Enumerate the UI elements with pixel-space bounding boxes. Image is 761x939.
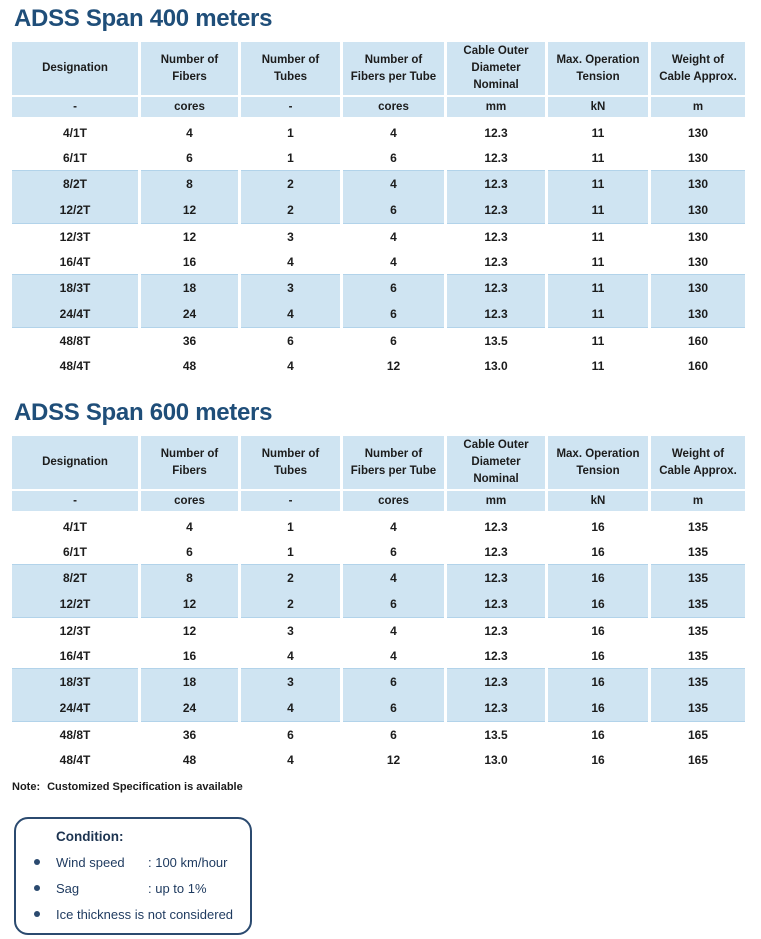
data-cell: 135 — [651, 695, 745, 722]
bullet-icon — [34, 911, 40, 917]
data-cell: 4 — [390, 254, 397, 269]
data-cell: 36 — [182, 727, 197, 742]
data-cell: 12/3T — [59, 623, 91, 638]
data-cell: 135 — [687, 623, 709, 638]
data-cell: 11 — [591, 254, 605, 269]
data-cell: 6 — [390, 727, 397, 742]
data-cell: 12 — [182, 229, 197, 244]
table-row — [12, 747, 745, 772]
data-cell: 6 — [343, 274, 444, 301]
unit-cell: cores — [141, 97, 238, 117]
data-cell: 165 — [687, 727, 709, 742]
condition-box — [14, 817, 252, 935]
spec-table-400m — [12, 42, 745, 378]
data-cell: 18/3T — [12, 668, 138, 695]
unit-cell: mm — [447, 491, 545, 511]
data-cell: 12/2T — [12, 591, 138, 618]
table-row — [12, 197, 745, 224]
table-row — [12, 97, 745, 117]
note-line — [12, 780, 761, 794]
data-cell: 130 — [651, 274, 745, 301]
header-cell: Max. Operation Tension — [548, 436, 648, 489]
data-cell: 4 — [287, 752, 294, 767]
data-cell: 130 — [687, 229, 709, 244]
unit-cell: - — [241, 97, 340, 117]
data-cell: 3 — [241, 668, 340, 695]
data-cell: 16 — [548, 591, 648, 618]
condition-item-label: Wind speed — [56, 854, 125, 870]
data-cell: 4 — [390, 125, 397, 140]
data-cell: 8/2T — [12, 170, 138, 197]
data-cell: 12 — [141, 591, 238, 618]
data-cell: 135 — [651, 668, 745, 695]
data-cell: 18 — [141, 668, 238, 695]
table-row — [12, 564, 745, 591]
data-cell: 4 — [390, 229, 397, 244]
unit-cell: cores — [141, 491, 238, 511]
unit-cell: cores — [343, 97, 444, 117]
data-cell: 135 — [651, 591, 745, 618]
data-cell: 18 — [141, 274, 238, 301]
data-cell: 16/4T — [59, 648, 91, 663]
data-cell: 13.5 — [484, 727, 508, 742]
data-cell: 160 — [687, 358, 709, 373]
data-cell: 48/4T — [59, 752, 91, 767]
data-cell: 130 — [651, 170, 745, 197]
table-row — [12, 618, 745, 643]
condition-item-value: : 100 km/hour — [148, 854, 228, 870]
table-row — [12, 643, 745, 668]
data-cell: 1 — [287, 150, 294, 165]
table-row — [12, 42, 745, 95]
header-cell: Number of Fibers per Tube — [343, 42, 444, 95]
unit-cell: cores — [343, 491, 444, 511]
data-cell: 12.3 — [484, 150, 508, 165]
data-cell: 6 — [343, 591, 444, 618]
data-cell: 8 — [141, 564, 238, 591]
table-row — [12, 328, 745, 353]
data-cell: 4 — [343, 564, 444, 591]
header-cell: Designation — [12, 436, 138, 489]
condition-title: Condition: — [56, 828, 124, 844]
header-cell: Weight of Cable Approx. — [651, 42, 745, 95]
data-cell: 3 — [241, 274, 340, 301]
header-cell: Max. Operation Tension — [548, 42, 648, 95]
data-cell: 4 — [390, 648, 397, 663]
data-cell: 11 — [591, 150, 605, 165]
data-cell: 4 — [186, 519, 193, 534]
data-cell: 4 — [343, 170, 444, 197]
data-cell: 6 — [343, 695, 444, 722]
data-cell: 8/2T — [12, 564, 138, 591]
section-title-600m: ADSS Span 600 meters — [14, 399, 273, 426]
data-cell: 4 — [287, 648, 294, 663]
data-cell: 6 — [390, 544, 397, 559]
bullet-icon — [34, 885, 40, 891]
data-cell: 18/3T — [12, 274, 138, 301]
condition-item — [16, 849, 246, 875]
data-cell: 16/4T — [59, 254, 91, 269]
header-cell: Weight of Cable Approx. — [651, 436, 745, 489]
data-cell: 12.3 — [484, 519, 508, 534]
data-cell: 1 — [287, 125, 294, 140]
table-row — [12, 591, 745, 618]
data-cell: 2 — [241, 591, 340, 618]
data-cell: 8 — [141, 170, 238, 197]
condition-list — [16, 849, 246, 927]
header-cell: Cable Outer Diameter Nominal — [447, 42, 545, 95]
unit-cell: - — [12, 97, 138, 117]
unit-cell: kN — [548, 97, 648, 117]
data-cell: 12.3 — [447, 274, 545, 301]
data-cell: 12.3 — [447, 668, 545, 695]
data-cell: 2 — [241, 170, 340, 197]
data-cell: 12 — [141, 197, 238, 224]
table-row — [12, 491, 745, 511]
table-row — [12, 224, 745, 249]
table-row — [12, 514, 745, 539]
data-cell: 12.3 — [484, 648, 508, 663]
data-cell: 12/3T — [59, 229, 91, 244]
data-cell: 135 — [651, 564, 745, 591]
data-cell: 135 — [687, 544, 709, 559]
data-cell: 12 — [386, 752, 401, 767]
data-cell: 16 — [548, 668, 648, 695]
section-title-400m: ADSS Span 400 meters — [14, 5, 273, 32]
data-cell: 3 — [287, 229, 294, 244]
data-cell: 12.3 — [447, 564, 545, 591]
data-cell: 4 — [186, 125, 193, 140]
data-cell: 11 — [591, 229, 605, 244]
data-cell: 13.0 — [484, 358, 508, 373]
data-cell: 130 — [651, 301, 745, 328]
data-cell: 130 — [687, 125, 709, 140]
data-cell: 48 — [182, 358, 197, 373]
data-cell: 12.3 — [484, 254, 508, 269]
data-cell: 48 — [182, 752, 197, 767]
table-row — [12, 145, 745, 170]
data-cell: 130 — [687, 254, 709, 269]
data-cell: 6 — [390, 333, 397, 348]
header-cell: Number of Fibers per Tube — [343, 436, 444, 489]
table-row — [12, 170, 745, 197]
unit-cell: kN — [548, 491, 648, 511]
data-cell: 12.3 — [447, 591, 545, 618]
header-cell: Number of Tubes — [241, 436, 340, 489]
data-cell: 24/4T — [12, 301, 138, 328]
data-cell: 135 — [687, 519, 709, 534]
data-cell: 1 — [287, 544, 294, 559]
data-cell: 6/1T — [62, 150, 87, 165]
data-cell: 4 — [287, 254, 294, 269]
data-cell: 16 — [591, 544, 605, 559]
data-cell: 36 — [182, 333, 197, 348]
table-row — [12, 539, 745, 564]
table-row — [12, 436, 745, 489]
data-cell: 160 — [687, 333, 709, 348]
data-cell: 130 — [687, 150, 709, 165]
data-cell: 165 — [687, 752, 709, 767]
note-label: Note: — [12, 781, 41, 793]
data-cell: 6 — [287, 333, 294, 348]
data-cell: 11 — [548, 197, 648, 224]
data-cell: 6 — [287, 727, 294, 742]
table-row — [12, 722, 745, 747]
data-cell: 24 — [141, 695, 238, 722]
condition-item-value: : up to 1% — [148, 880, 207, 896]
data-cell: 48/8T — [59, 333, 91, 348]
table-row — [12, 120, 745, 145]
condition-item-label: Sag — [56, 880, 80, 896]
condition-item — [16, 901, 246, 927]
data-cell: 12 — [386, 358, 401, 373]
unit-cell: m — [651, 97, 745, 117]
header-cell: Designation — [12, 42, 138, 95]
condition-item — [16, 875, 246, 901]
data-cell: 11 — [591, 358, 605, 373]
data-cell: 11 — [548, 301, 648, 328]
data-cell: 4/1T — [62, 519, 87, 534]
data-cell: 16 — [548, 564, 648, 591]
header-cell: Number of Tubes — [241, 42, 340, 95]
data-cell: 16 — [548, 695, 648, 722]
data-cell: 3 — [287, 623, 294, 638]
data-cell: 6 — [343, 668, 444, 695]
data-cell: 4 — [287, 358, 294, 373]
data-cell: 130 — [651, 197, 745, 224]
unit-cell: mm — [447, 97, 545, 117]
data-cell: 11 — [591, 333, 605, 348]
data-cell: 4/1T — [62, 125, 87, 140]
data-cell: 48/8T — [59, 727, 91, 742]
data-cell: 2 — [241, 564, 340, 591]
data-cell: 12.3 — [484, 623, 508, 638]
unit-cell: - — [12, 491, 138, 511]
data-cell: 6 — [186, 544, 193, 559]
table-row — [12, 695, 745, 722]
data-cell: 4 — [241, 301, 340, 328]
data-cell: 6 — [390, 150, 397, 165]
data-cell: 24 — [141, 301, 238, 328]
unit-cell: - — [241, 491, 340, 511]
data-cell: 12.3 — [447, 197, 545, 224]
data-cell: 4 — [241, 695, 340, 722]
data-cell: 11 — [548, 170, 648, 197]
table-row — [12, 249, 745, 274]
data-cell: 12.3 — [447, 170, 545, 197]
header-cell: Number of Fibers — [141, 436, 238, 489]
condition-item-label: Ice thickness is not considered — [56, 906, 234, 922]
table-row — [12, 353, 745, 378]
data-cell: 48/4T — [59, 358, 91, 373]
data-cell: 135 — [687, 648, 709, 663]
data-cell: 16 — [591, 648, 605, 663]
data-cell: 1 — [287, 519, 294, 534]
data-cell: 16 — [591, 752, 605, 767]
data-cell: 12.3 — [484, 229, 508, 244]
data-cell: 12.3 — [484, 544, 508, 559]
table-row — [12, 301, 745, 328]
data-cell: 6 — [343, 197, 444, 224]
data-cell: 16 — [591, 623, 605, 638]
data-cell: 24/4T — [12, 695, 138, 722]
data-cell: 11 — [548, 274, 648, 301]
data-cell: 12.3 — [484, 125, 508, 140]
note-text: Customized Specification is available — [47, 781, 243, 793]
data-cell: 4 — [390, 519, 397, 534]
data-cell: 16 — [182, 254, 197, 269]
data-cell: 6 — [186, 150, 193, 165]
data-cell: 16 — [591, 727, 605, 742]
header-cell: Number of Fibers — [141, 42, 238, 95]
bullet-icon — [34, 859, 40, 865]
data-cell: 16 — [591, 519, 605, 534]
data-cell: 11 — [591, 125, 605, 140]
data-cell: 16 — [182, 648, 197, 663]
header-cell: Cable Outer Diameter Nominal — [447, 436, 545, 489]
table-row — [12, 274, 745, 301]
data-cell: 12 — [182, 623, 197, 638]
data-cell: 13.5 — [484, 333, 508, 348]
data-cell: 12.3 — [447, 695, 545, 722]
data-cell: 4 — [390, 623, 397, 638]
data-cell: 13.0 — [484, 752, 508, 767]
data-cell: 6/1T — [62, 544, 87, 559]
data-cell: 6 — [343, 301, 444, 328]
table-row — [12, 668, 745, 695]
data-cell: 2 — [241, 197, 340, 224]
unit-cell: m — [651, 491, 745, 511]
data-cell: 12/2T — [12, 197, 138, 224]
spec-table-600m — [12, 436, 745, 772]
data-cell: 12.3 — [447, 301, 545, 328]
